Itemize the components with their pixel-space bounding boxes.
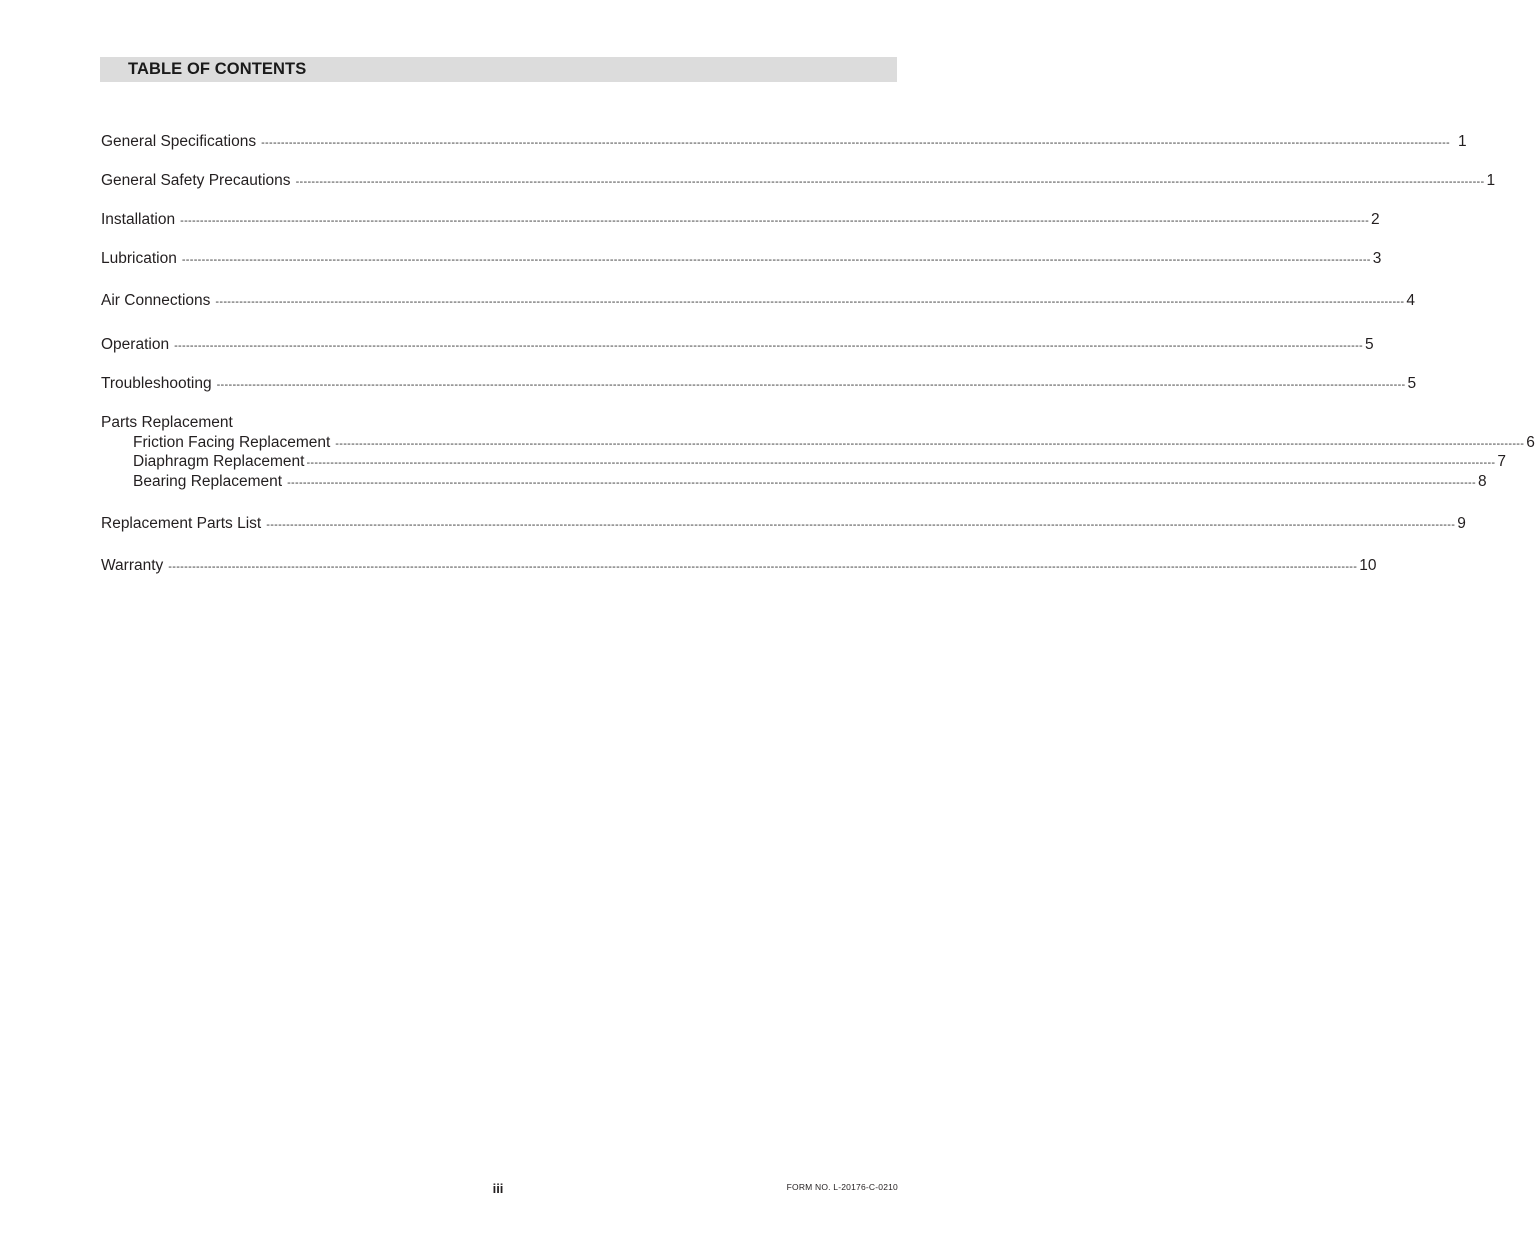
- toc-entry-warranty[interactable]: [101, 556, 1377, 577]
- dot-leader: ------------------------------------------------------------------------------------------------------------------------------------------------------------------------------------------------------------------------------------------------------------------------------------------------------------: [335, 438, 1525, 450]
- dot-leader: ------------------------------------------------------------------------------------------------------------------------------------------------------------------------------------------------------------------------------------------------------------------------------------------------------------: [216, 379, 1406, 391]
- toc-entry-troubleshooting[interactable]: [101, 374, 1417, 395]
- toc-entry-label: Warranty: [101, 557, 164, 574]
- toc-entry-page: 1: [1486, 172, 1496, 189]
- page-number: iii: [492, 1181, 504, 1196]
- toc-entry-page: 10: [1359, 557, 1377, 574]
- toc-entry-page: 9: [1457, 515, 1466, 532]
- dot-leader: ------------------------------------------------------------------------------------------------------------------------------------------------------------------------------------------------------------------------------------------------------------------------------------------------------------: [266, 519, 1456, 531]
- dot-leader: ------------------------------------------------------------------------------------------------------------------------------------------------------------------------------------------------------------------------------------------------------------------------------------------------------------: [215, 296, 1405, 308]
- toc-entry-page: 5: [1407, 375, 1417, 392]
- toc-entry-label: Air Connections: [101, 292, 211, 309]
- toc-entry-label: General Specifications: [101, 133, 257, 150]
- toc-entry-label: Friction Facing Replacement: [133, 434, 331, 451]
- dot-leader: ------------------------------------------------------------------------------------------------------------------------------------------------------------------------------------------------------------------------------------------------------------------------------------------------------------: [180, 215, 1370, 227]
- toc-entry-lubrication[interactable]: [101, 249, 1382, 270]
- toc-entry-label: Bearing Replacement: [133, 473, 283, 490]
- toc-subentry-diaphragm-replacement[interactable]: [133, 452, 1507, 473]
- toc-entry-page: 5: [1365, 336, 1374, 353]
- form-number: FORM NO. L-20176-C-0210: [786, 1182, 898, 1192]
- toc-entry-page: 2: [1371, 211, 1380, 228]
- toc-entry-page: 3: [1372, 250, 1382, 267]
- toc-entry-label: General Safety Precautions: [101, 172, 291, 189]
- toc-entry-label: Installation: [101, 211, 176, 228]
- table-of-contents: [101, 0, 1535, 600]
- dot-leader: ------------------------------------------------------------------------------------------------------------------------------------------------------------------------------------------------------------------------------------------------------------------------------------------------------------: [287, 477, 1476, 489]
- toc-entry-page: 1: [1458, 133, 1467, 150]
- toc-entry-label: Operation: [101, 336, 170, 353]
- dot-leader: ------------------------------------------------------------------------------------------------------------------------------------------------------------------------------------------------------------------------------------------------------------------------------------------------------------: [306, 457, 1496, 469]
- page-title: TABLE OF CONTENTS: [128, 60, 307, 78]
- toc-entry-page: 4: [1406, 292, 1415, 309]
- toc-entry-page: 7: [1497, 453, 1507, 470]
- toc-group-parts-replacement: Parts Replacement: [101, 414, 233, 431]
- toc-entry-label: Lubrication: [101, 250, 177, 267]
- toc-entry-label: Replacement Parts List: [101, 515, 262, 532]
- toc-entry-page: 8: [1478, 473, 1487, 490]
- toc-entry-general-safety-precautions[interactable]: [101, 171, 1496, 192]
- toc-entry-replacement-parts-list[interactable]: [101, 514, 1466, 535]
- toc-entry-air-connections[interactable]: [101, 291, 1415, 312]
- toc-entry-operation[interactable]: [101, 335, 1374, 356]
- dot-leader: ------------------------------------------------------------------------------------------------------------------------------------------------------------------------------------------------------------------------------------------------------------------------------------------------------------: [261, 137, 1451, 149]
- toc-entry-label: Troubleshooting: [101, 375, 212, 392]
- dot-leader: ------------------------------------------------------------------------------------------------------------------------------------------------------------------------------------------------------------------------------------------------------------------------------------------------------------: [181, 254, 1371, 266]
- toc-entry-page: 6: [1526, 434, 1535, 451]
- dot-leader: ------------------------------------------------------------------------------------------------------------------------------------------------------------------------------------------------------------------------------------------------------------------------------------------------------------: [174, 340, 1364, 352]
- toc-entry-installation[interactable]: [101, 210, 1380, 231]
- dot-leader: ------------------------------------------------------------------------------------------------------------------------------------------------------------------------------------------------------------------------------------------------------------------------------------------------------------: [168, 561, 1358, 573]
- toc-subentry-friction-facing-replacement[interactable]: [133, 433, 1535, 454]
- dot-leader: ------------------------------------------------------------------------------------------------------------------------------------------------------------------------------------------------------------------------------------------------------------------------------------------------------------: [295, 176, 1485, 188]
- toc-entry-label: Diaphragm Replacement: [133, 453, 305, 470]
- toc-subentry-bearing-replacement[interactable]: [133, 472, 1487, 493]
- toc-entry-general-specifications[interactable]: [101, 132, 1467, 153]
